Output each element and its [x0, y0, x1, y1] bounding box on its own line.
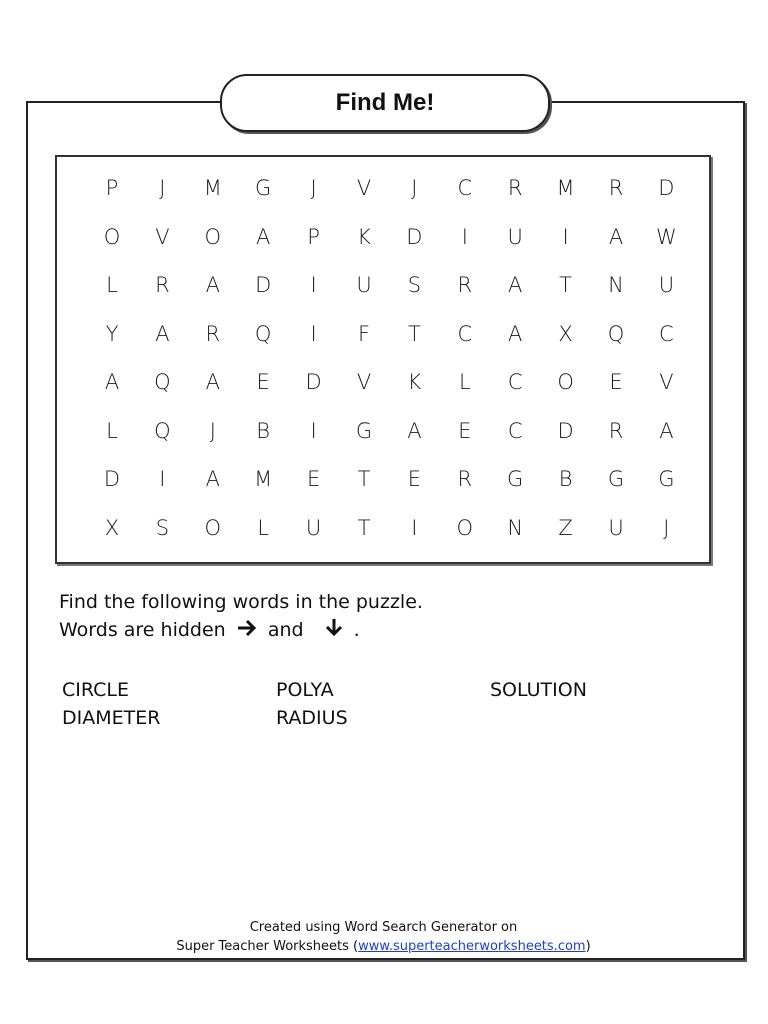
grid-letter: X [558, 321, 573, 346]
page-title: Find Me! [220, 74, 550, 132]
grid-letter: R [608, 176, 624, 200]
instructions [59, 588, 423, 645]
grid-letter: Q [154, 418, 171, 443]
grid-letter: V [155, 224, 170, 249]
grid-letter: Y [105, 321, 119, 346]
grid-letter: A [256, 224, 271, 249]
grid-letter: G [658, 467, 675, 491]
word-list-item: DIAMETER [62, 707, 161, 729]
grid-letter: M [254, 467, 273, 491]
instructions-hidden-text: Words are hidden [59, 619, 226, 641]
grid-letter: T [357, 467, 371, 491]
grid-letter: Q [154, 370, 171, 394]
grid-letter: I [310, 273, 317, 297]
grid-letter: P [105, 176, 119, 200]
footer-line-2 [26, 937, 741, 956]
word-list-item: SOLUTION [490, 679, 587, 701]
grid-letter: E [458, 418, 472, 443]
grid-letter: A [508, 321, 523, 346]
grid-letter: D [103, 467, 121, 491]
grid-letter: G [355, 418, 373, 443]
grid-letter: G [607, 467, 625, 491]
grid-letter: D [557, 418, 574, 443]
grid-letter: J [663, 515, 670, 540]
grid-letter: N [507, 515, 524, 540]
grid-letter: D [305, 370, 322, 394]
grid-letter: T [407, 321, 421, 346]
grid-letter: R [205, 321, 221, 346]
grid-letter: Q [607, 321, 625, 346]
grid-letter: B [558, 467, 573, 491]
grid-letter: A [608, 224, 624, 249]
grid-letter: A [205, 370, 220, 394]
grid-letter: J [310, 176, 317, 200]
grid-letter: O [103, 224, 121, 249]
grid-letter: R [457, 467, 473, 491]
grid-letter: F [357, 321, 371, 346]
grid-letter: A [205, 273, 220, 297]
word-list-item: POLYA [276, 679, 334, 701]
grid-letter: C [507, 370, 523, 394]
grid-letter: I [461, 224, 468, 249]
word-search-grid-box [55, 155, 711, 564]
grid-letter: C [507, 418, 523, 443]
grid-letter: J [159, 176, 166, 200]
grid-letter: U [305, 515, 322, 540]
grid-letter: E [609, 370, 623, 394]
grid-letter: A [407, 418, 422, 443]
grid-letter: I [562, 224, 569, 249]
grid-letter: O [557, 370, 574, 394]
grid-letter: R [155, 273, 170, 297]
grid-letter: D [406, 224, 423, 249]
grid-letter: I [310, 418, 317, 443]
grid-letter: D [658, 176, 675, 200]
grid-letter: T [559, 273, 572, 297]
grid-letter: O [204, 515, 222, 540]
grid-letter: L [106, 273, 118, 297]
word-list-item: CIRCLE [62, 679, 129, 701]
grid-letter: O [456, 515, 474, 540]
arrow-right-icon [236, 617, 258, 645]
grid-letter: L [458, 370, 471, 394]
footer-prefix: Super Teacher Worksheets ( [176, 939, 359, 954]
grid-letter: V [356, 370, 372, 394]
grid-letter: P [307, 224, 320, 249]
grid-letter: S [155, 515, 170, 540]
grid-letter: C [457, 176, 473, 200]
word-list [62, 676, 702, 736]
grid-letter: A [508, 273, 523, 297]
grid-letter: I [411, 515, 418, 540]
footer [26, 918, 741, 956]
grid-letter: D [255, 273, 272, 297]
grid-letter: L [106, 418, 118, 443]
grid-letter: W [656, 224, 677, 249]
grid-letter: E [306, 467, 321, 491]
arrow-down-icon [324, 617, 344, 645]
grid-letter: Q [254, 321, 272, 346]
grid-letter: V [659, 370, 674, 394]
instructions-line-1: Find the following words in the puzzle. [59, 591, 423, 613]
footer-link[interactable]: www.superteacherworksheets.com [358, 939, 586, 954]
word-search-grid [57, 157, 709, 562]
footer-suffix: ) [585, 939, 591, 954]
grid-letter: J [209, 418, 216, 443]
grid-letter: N [608, 273, 624, 297]
grid-letter: U [507, 224, 523, 249]
grid-letter: E [407, 467, 422, 491]
grid-letter: R [457, 273, 473, 297]
instructions-period: . [353, 619, 360, 641]
grid-letter: M [556, 176, 575, 200]
grid-letter: A [155, 321, 170, 346]
grid-letter: C [457, 321, 473, 346]
grid-letter: J [411, 176, 418, 200]
grid-letter: L [257, 515, 270, 540]
grid-letter: A [104, 370, 120, 394]
grid-letter: T [357, 515, 371, 540]
grid-letter: U [608, 515, 624, 540]
footer-line-1: Created using Word Search Generator on [249, 920, 518, 935]
grid-letter: I [159, 467, 166, 491]
grid-letter: X [104, 515, 120, 540]
grid-letter: I [310, 321, 317, 346]
grid-letter: A [205, 467, 220, 491]
grid-letter: E [256, 370, 270, 394]
grid-letter: C [659, 321, 674, 346]
grid-letter: V [356, 176, 372, 200]
grid-letter: R [608, 418, 624, 443]
grid-letter: R [507, 176, 523, 200]
instructions-line-2 [59, 616, 423, 645]
grid-letter: G [507, 467, 524, 491]
grid-letter: Z [558, 515, 573, 540]
grid-letter: U [356, 273, 372, 297]
grid-letter: K [357, 224, 371, 249]
word-list-item: RADIUS [276, 707, 348, 729]
instructions-and-text: and [267, 619, 304, 641]
grid-letter: G [255, 176, 272, 200]
grid-letter: A [659, 418, 674, 443]
grid-letter: K [407, 370, 422, 394]
grid-letter: M [203, 176, 222, 200]
grid-letter: S [407, 273, 422, 297]
grid-letter: B [256, 418, 271, 443]
grid-letter: U [658, 273, 675, 297]
grid-letter: O [204, 224, 222, 249]
